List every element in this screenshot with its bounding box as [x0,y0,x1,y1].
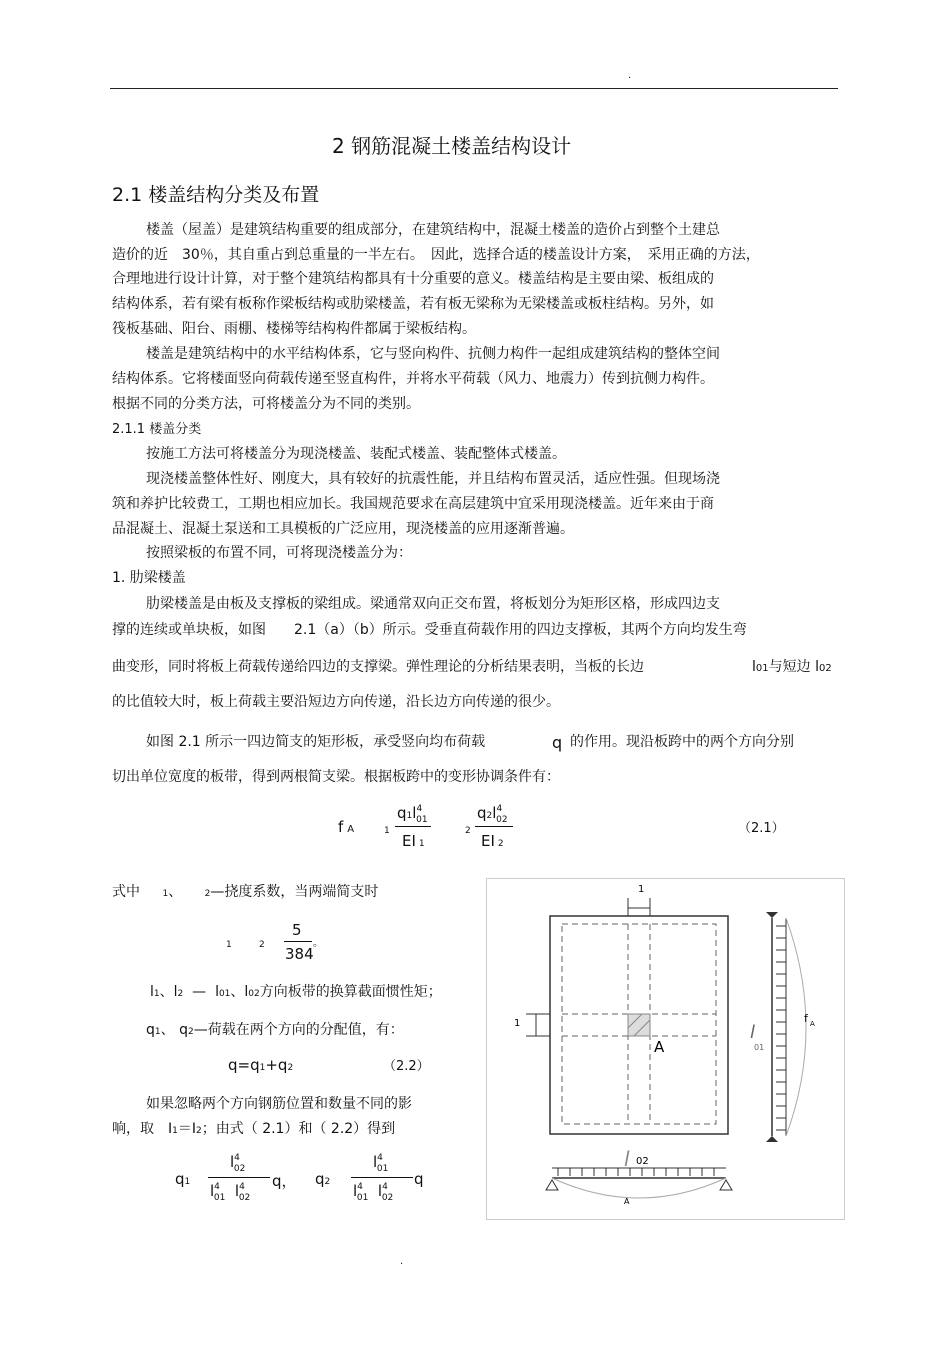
eq3-q1: q1 [175,1170,191,1188]
eq1-frac-line [475,826,513,827]
eq1-den2: EI 2 [481,832,504,850]
eq1-fA: f A [338,818,355,836]
figure-2-1 [486,878,846,1220]
eq1-den1: EI 1 [402,832,425,850]
para4-line: 现浇楼盖整体性好、刚度大，具有较好的抗震性能，并且结构布置灵活，适应性强。但现场浇 [146,471,720,487]
para7-c: 切出单位宽度的板带，得到两根简支梁。根据板跨中的变形协调条件有： [112,769,560,785]
para6-line: 肋梁楼盖是由板及支撑板的梁组成。梁通常双向正交布置，将板划分为矩形区格，形成四边支 [146,596,720,612]
para8-line: 如果忽略两个方向钢筋位置和数量不同的影 [146,1096,412,1112]
para1-line: 结构体系，若有梁有板称作梁板结构或肋梁楼盖，若有板无梁称为无梁楼盖或板柱结构。另外，如 [112,296,714,312]
eq1-frac-line [395,826,431,827]
eq3-num2: $l^4_{01}$ [373,1153,389,1174]
eq2: q=q1+q2 [228,1056,294,1074]
section-heading: 2.1 楼盖结构分类及布置 [112,184,320,206]
coef-tail: 。 [313,938,323,949]
subsection-heading: 2.1.1 楼盖分类 [112,422,202,437]
coef-s2: 2 [259,940,265,950]
para3: 按施工方法可将楼盖分为现浇楼盖、装配式楼盖、装配整体式楼盖。 [146,446,566,462]
bottom-span-label: l [624,1147,630,1171]
header-dot: . [628,70,632,81]
para1-line: 楼盖（屋盖）是建筑结构重要的组成部分，在建筑结构中，混凝土楼盖的造价占到整个土建总 [146,222,720,238]
bottom-A: A [624,1197,630,1206]
dim-top-label: 1 [638,884,645,895]
header-rule [110,88,838,89]
coef-s1: 1 [226,940,232,950]
bottom-span-sub: 02 [636,1156,649,1167]
para6-line: 撑的连续或单块板，如图 2.1（a）（b）所示。受垂直荷载作用的四边支撑板，其两个方向均发生弯 [112,622,747,638]
eq3-q2: q2 [315,1170,331,1188]
eq1-label: （2.1） [738,821,785,836]
page-title: 2 钢筋混凝土楼盖结构设计 [332,134,572,158]
para7-a: 如图 2.1 所示一四边简支的矩形板，承受竖向均布荷载 [146,734,486,750]
coef-num: 5 [292,921,302,939]
para7-b: 的作用。现沿板跨中的两个方向分别 [570,734,794,750]
eq3-den2: $l^4_{01}$ $l^4_{02}$ [353,1182,394,1203]
para1-line: 合理地进行设计计算，对于整个建筑结构都具有十分重要的意义。楼盖结构是主要由梁、板组成的 [112,271,714,287]
para5: 按照梁板的布置不同，可将现浇楼盖分为： [146,545,412,561]
eq2-label: （2.2） [383,1059,430,1074]
eq1-num2: $q2l^4_{02}$ [477,804,508,825]
para6-tail: l01与短边 l02 [752,659,832,675]
footer-dot: . [400,1256,404,1267]
bottom-support-right [720,1180,732,1190]
para1-line: 筏板基础、阳台、雨棚、楼梯等结构构件都属于梁板结构。 [112,321,476,337]
right-deflection-curve [786,918,806,1136]
eq3-t2: q [414,1170,424,1188]
eq3-frac-line [351,1177,413,1178]
para2-line: 根据不同的分类方法，可将楼盖分为不同的类别。 [112,396,420,412]
eq3-den1: $l^4_{01}$ $l^4_{02}$ [210,1182,251,1203]
right-support-bottom [766,1136,778,1142]
eq1-c1: 1 [384,826,390,836]
para6-line: 曲变形，同时将板上荷载传递给四边的支撑梁。弹性理论的分析结果表明，当板的长边 [112,659,644,675]
eq1-c2: 2 [465,826,471,836]
para8-line: 响，取 I1＝I2；由式（ 2.1）和（ 2.2）得到 [112,1121,396,1137]
where-line: 式中 1、 2—挠度系数，当两端简支时 [112,884,379,900]
para1-line: 造价的近 30％，其自重占到总重量的一半左右。 因此，选择合适的楼盖设计方案， 采用正确的方法， [112,247,760,263]
para4-line: 品混凝土、混凝土泵送和工具模板的广泛应用，现浇楼盖的应用逐渐普遍。 [112,521,574,537]
bottom-deflection-curve [552,1178,726,1198]
bottom-support-left [546,1180,558,1190]
coef-frac-line [284,941,312,942]
right-fA-sub: A [810,1020,815,1028]
coef-den: 384 [285,945,314,963]
para7-q: q [552,733,563,752]
para4-line: 筑和养护比较费工，工期也相应加长。我国规范要求在高层建筑中宜采用现浇楼盖。近年来由于商 [112,496,714,512]
para2-line: 结构体系。它将楼面竖向荷载传递至竖直构件，并将水平荷载（风力、地震力）传到抗侧力构件。 [112,371,714,387]
eq1-num1: $q1l^4_{01}$ [397,804,428,825]
center-label: A [654,1038,665,1056]
dim-left-label: 1 [514,1018,521,1029]
right-span-label: l [750,1022,756,1043]
para6-line: 的比值较大时，板上荷载主要沿短边方向传递，沿长边方向传递的很少。 [112,694,560,710]
bottom-load-arrows [558,1168,714,1176]
right-fA: f [804,1012,808,1025]
list-item-1: 1. 肋梁楼盖 [112,570,186,586]
right-support-top [766,912,778,918]
load-line: q1、 q2—荷载在两个方向的分配值，有： [146,1022,404,1038]
inertia-line: l1、l2 — l01、l02方向板带的换算截面惯性矩； [150,984,442,1000]
right-span-sub: 01 [754,1043,765,1052]
para2-line: 楼盖是建筑结构中的水平结构体系，它与竖向构件、抗侧力构件一起组成建筑结构的整体空间 [146,346,720,362]
eq3-num1: $l^4_{02}$ [230,1153,246,1174]
eq3-frac-line [208,1177,270,1178]
right-load-arrows [776,926,786,1130]
eq3-t1: q， [272,1172,297,1190]
